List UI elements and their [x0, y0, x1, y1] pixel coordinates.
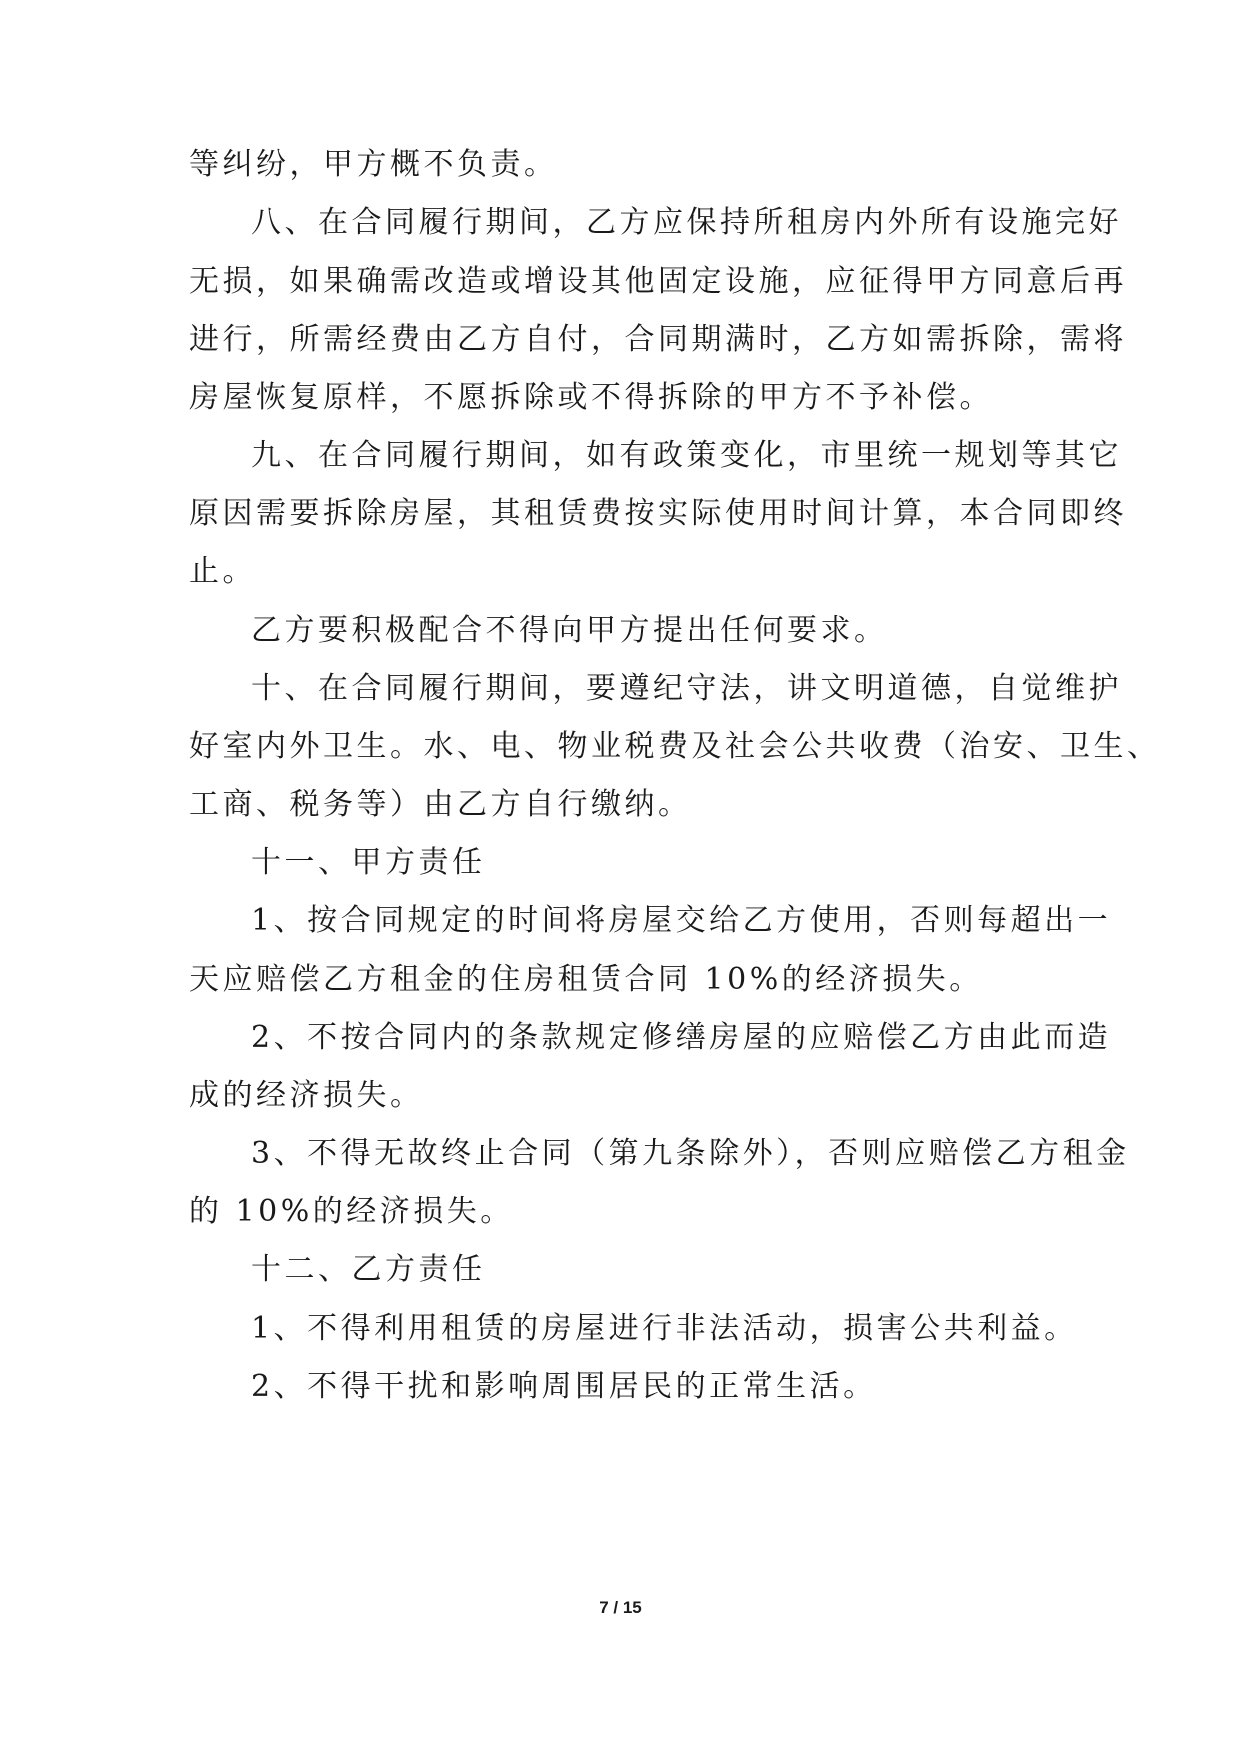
list-item-line: 1、不得利用租赁的房屋进行非法活动，损害公共利益。 [251, 1311, 1078, 1346]
text-line: 成的经济损失。 [189, 1078, 424, 1113]
list-item-line: 2、不得干扰和影响周围居民的正常生活。 [251, 1369, 877, 1404]
text-line: 止。 [189, 554, 256, 589]
text-line: 的 10%的经济损失。 [189, 1194, 514, 1229]
text-line: 房屋恢复原样，不愿拆除或不得拆除的甲方不予补偿。 [189, 380, 993, 415]
clause-9-heading-line: 九、在合同履行期间，如有政策变化，市里统一规划等其它 [251, 438, 1122, 473]
text-line: 好室内外卫生。水、电、物业税费及社会公共收费（治安、卫生、 [189, 729, 1161, 764]
text-line: 无损，如果确需改造或增设其他固定设施，应征得甲方同意后再 [189, 264, 1127, 299]
text-line: 进行，所需经费由乙方自付，合同期满时，乙方如需拆除，需将 [189, 322, 1127, 357]
clause-10-heading-line: 十、在合同履行期间，要遵纪守法，讲文明道德，自觉维护 [251, 671, 1122, 706]
clause-8-heading-line: 八、在合同履行期间，乙方应保持所租房内外所有设施完好 [251, 205, 1122, 240]
page-number: 7 / 15 [599, 1598, 642, 1617]
list-item-line: 1、按合同规定的时间将房屋交给乙方使用，否则每超出一 [251, 903, 1112, 938]
paragraph-line: 乙方要积极配合不得向甲方提出任何要求。 [251, 613, 888, 648]
text-line: 工商、税务等）由乙方自行缴纳。 [189, 787, 692, 822]
list-item-line: 2、不按合同内的条款规定修缮房屋的应赔偿乙方由此而造 [251, 1020, 1112, 1055]
section-heading: 十一、甲方责任 [251, 845, 486, 880]
list-item-line: 3、不得无故终止合同（第九条除外），否则应赔偿乙方租金 [251, 1136, 1130, 1171]
section-heading: 十二、乙方责任 [251, 1252, 486, 1287]
text-line: 原因需要拆除房屋，其租赁费按实际使用时间计算，本合同即终 [189, 496, 1127, 531]
text-line: 等纠纷，甲方概不负责。 [189, 147, 558, 182]
text-line: 天应赔偿乙方租金的住房租赁合同 10%的经济损失。 [189, 962, 983, 997]
